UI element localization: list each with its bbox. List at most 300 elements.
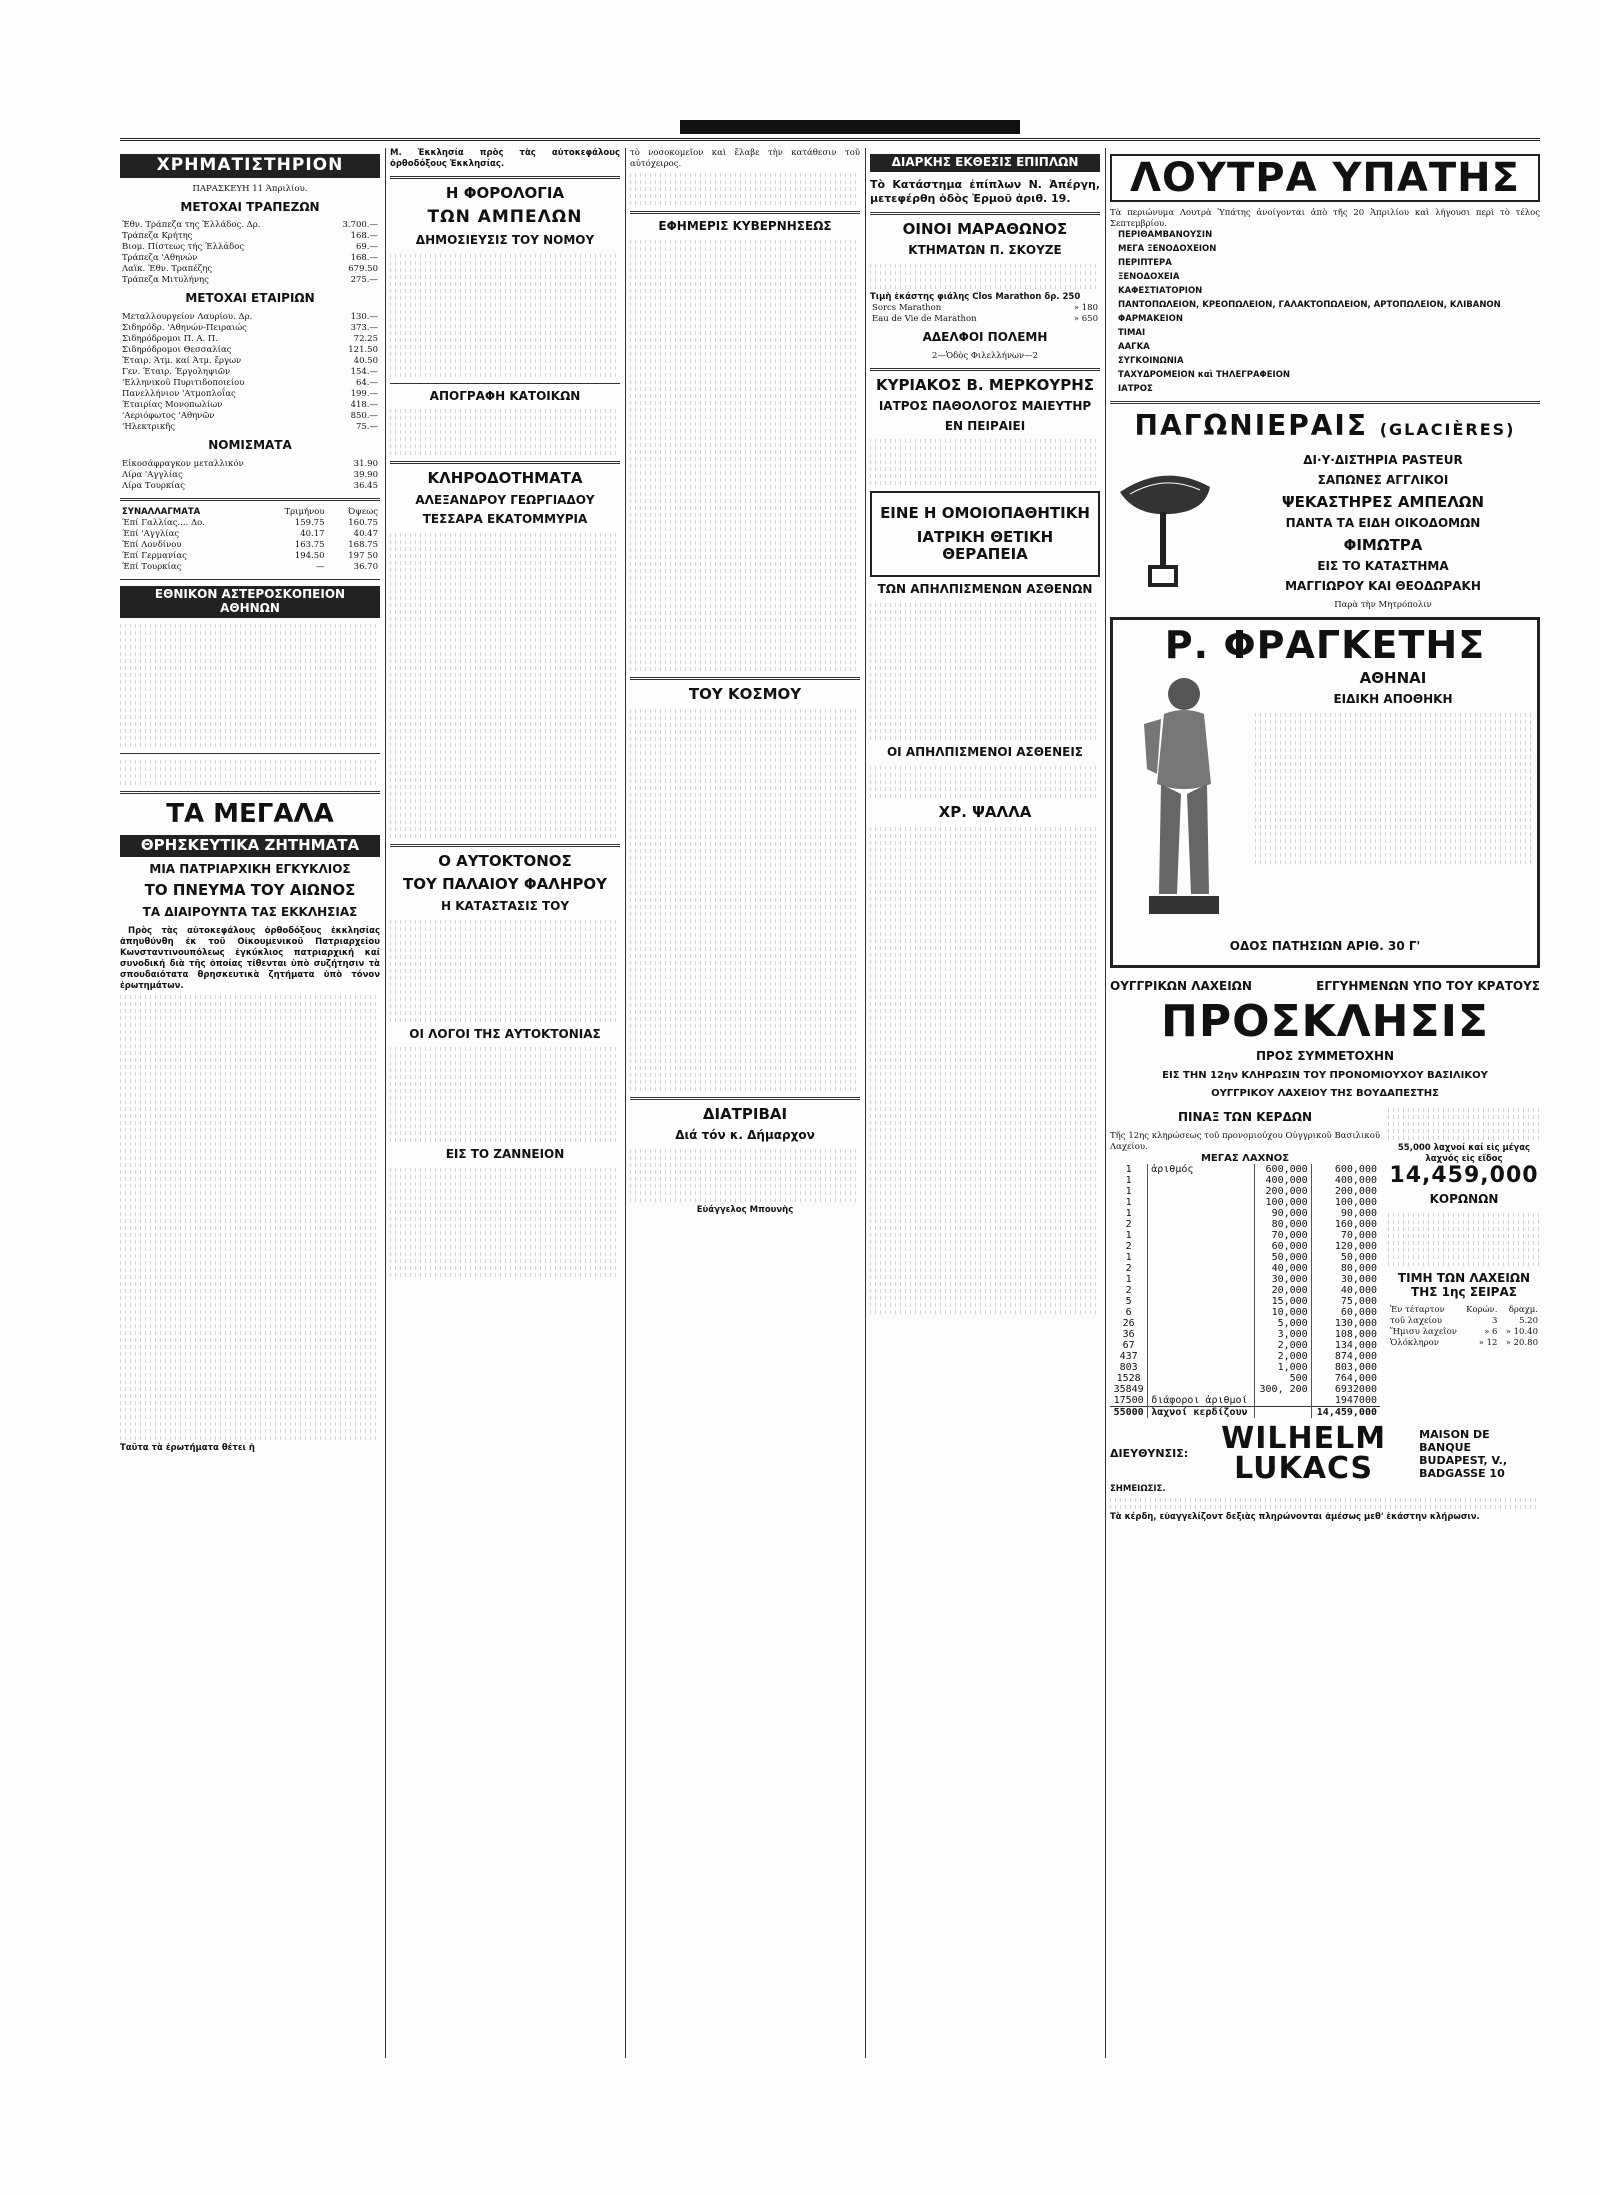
company-row [120,345,380,356]
prices-title: ΤΙΜΗ ΤΩΝ ΛΑΧΕΙΩΝ ΤΗΣ 1ης ΣΕΙΡΑΣ [1397,1270,1531,1299]
observatory-title: ΕΘΝΙΚΟΝ ΑΣΤΕΡΟΣΚΟΠΕΙΟΝ ΑΘΗΝΩΝ [120,586,380,618]
gazette-title: ΕΦΗΜΕΡΙΣ ΚΥΒΕΡΝΗΣΕΩΣ [658,219,832,233]
prize-row [1110,1208,1380,1219]
exchange-row-cell: 159.75 [294,517,325,528]
prize-row [1110,1164,1380,1175]
prize-table [1110,1153,1380,1418]
prize-row-cell: 1 [1125,1174,1132,1186]
price-row-cell: » 6 [1484,1327,1498,1338]
price-row-cell: Ὁλόκληρον [1390,1338,1439,1349]
bank-row-cell: Τράπεζα 'Αθηνών [122,253,198,264]
big-headline: ΤΑ ΜΕΓΑΛΑ [166,798,334,829]
bank-row [120,220,380,231]
prize-row-cell: 1 [1125,1229,1132,1241]
bank-row-cell: 69.— [355,242,378,253]
prize-row-cell: 108,000 [1311,1329,1380,1340]
prize-row-cell: 400,000 [1311,1175,1380,1186]
company-row-cell: 40.50 [353,356,378,367]
coin-row [120,459,380,470]
bank-row [120,242,380,253]
prize-row-cell [1148,1351,1255,1362]
prize-row-cell [1148,1373,1255,1384]
baths-item: ΞΕΝΟΔΟΧΕΙΑ [1118,272,1180,282]
prize-row-cell: 1 [1125,1251,1132,1263]
bequest-title-2: ΑΛΕΞΑΝΔΡΟΥ ΓΕΩΡΓΙΑΔΟΥ [415,492,595,507]
prize-row-cell: 35849 [1113,1383,1144,1395]
baths-item: ΠΑΝΤΟΠΩΛΕΙΟΝ, ΚΡΕΟΠΩΛΕΙΟΝ, ΓΑΛΑΚΤΟΠΩΛΕΙΟΝ, ΑΡΤΟΠΩΛΕΙΟΝ, ΚΛΙΒΑΝΟΝ [1118,300,1501,310]
soaps: ΣΑΠΩΝΕΣ ΑΓΓΛΙΚΟΙ [1317,472,1449,487]
prize-row [1110,1285,1380,1296]
prize-row-cell: διάφοροι ἀριθμοί [1148,1395,1255,1407]
banks-table [120,220,380,286]
price-row-cell: Ἥμισυ λαχεῖον [1390,1327,1457,1338]
pharmacy-name: Ρ. ΦΡΑΓΚΕΤΗΣ [1164,622,1486,667]
company-row-cell: Έταιρίας Μονοπωλίων [122,400,223,411]
company-row-cell: Γεν. Έταιρ. Έργοληψιῶν [122,367,231,378]
baths-item: ΤΙΜΑΙ [1118,328,1146,338]
pharmacy-city: ΑΘΗΝΑΙ [1359,668,1427,687]
census-title: ΑΠΟΓΡΑΦΗ ΚΑΤΟΙΚΩΝ [429,388,581,403]
prize-row-cell: 75,000 [1311,1296,1380,1307]
prize-row-cell [1148,1186,1255,1197]
banker-name: WILHELM LUKACS [1221,1420,1387,1486]
fimotra: ΦΙΜΩΤΡΑ [1343,535,1423,554]
company-row-cell: Σιδηρόδρομοι Θεσσαλίας [122,345,232,356]
company-row-cell: Πανελλήνιον 'Ατμοπλοΐας [122,389,236,400]
column-divider [1105,148,1106,2058]
invitation-sub: ΠΡΟΣ ΣΥΜΜΕΤΟΧΗΝ [1255,1049,1395,1064]
column-divider [625,148,626,2058]
exchange-row-cell: — [316,561,325,572]
company-row-cell: 130.— [350,312,378,323]
prize-row-cell [1148,1329,1255,1340]
prize-row-cell: 134,000 [1311,1340,1380,1351]
marathon-title: ΟΙΝΟΙ ΜΑΡΑΘΩΝΟΣ [902,219,1068,238]
prize-row-cell: 80,000 [1254,1219,1311,1230]
brothers: ΑΔΕΛΦΟΙ ΠΟΛΕΜΗ [922,329,1048,344]
banks-header: ΜΕΤΟΧΑΙ ΤΡΑΠΕΖΩΝ [180,199,320,214]
hungarian-lottery: ΟΥΓΓΡΙΚΩΝ ΛΑΧΕΙΩΝ [1110,979,1252,994]
prize-row-cell: 40,000 [1254,1263,1311,1274]
coin-row-cell: 31.90 [353,458,378,469]
prize-total-row [1110,1406,1380,1418]
baths-item: ΜΕΓΑ ΞΕΝΟΔΟΧΕΙΟΝ [1118,244,1217,254]
prize-row [1110,1329,1380,1340]
article-lead: Πρὸς τὰς αὐτοκεφάλους ὀρθοδόξους ἐκκλησίας ἀπηυθύνθη ἐκ τοῦ Οἰκουμενικοῦ Πατριαρχείου Κωνσταντινουπόλεως ἐγκύκλιος πατριαρχική καί συνοδική διὰ τῆς ὁποίας τίθενται ὑπὸ συζήτησιν τὰ σπουδαιότατα θρησκευτικὰ ζητήματα ὑπὸ τόνον ἐρωτημάτων. [120,925,380,991]
price-row [1388,1327,1540,1338]
banker-line-2: BUDAPEST, V., BADGASSE 10 [1419,1453,1508,1480]
doctor-place: ΕΝ ΠΕΙΡΑΙΕΙ [944,418,1026,433]
prize-row-cell: 1947000 [1311,1395,1380,1407]
pasteur: ΔΙ·Υ·ΔΙΣΤΗΡΙΑ PASTEUR [1303,453,1463,468]
bank-row-cell: 3.700.— [342,220,378,231]
prize-row-cell: 30,000 [1311,1274,1380,1285]
coins-header: ΝΟΜΙΣΜΑΤΑ [208,438,292,453]
prize-row-cell: 6 [1125,1306,1132,1318]
prize-row-cell: 10,000 [1254,1307,1311,1318]
prize-row-cell: 1,000 [1254,1362,1311,1373]
companies-header: ΜΕΤΟΧΑΙ ΕΤΑΙΡΙΩΝ [185,291,315,306]
prize-row-cell [1148,1263,1255,1274]
bank-row-cell: 275.— [350,275,378,286]
price-row-cell: » 12 [1478,1338,1498,1349]
glacieres-title [1110,410,1540,442]
baths-item: ΣΥΓΚΟΙΝΩΝΙΑ [1118,356,1184,366]
prize-row-cell: 5,000 [1254,1318,1311,1329]
bequest-title: ΚΛΗΡΟΔΟΤΗΜΑΤΑ [427,469,583,488]
shop: ΕΙΣ ΤΟ ΚΑΤΑΣΤΗΜΑ [1317,559,1449,574]
company-row-cell: Σιδηρόδρ. 'Αθηνών-Πειραιώς [122,323,247,334]
diatribai-subtitle: Διά τόν κ. Δήμαρχον [675,1128,815,1143]
prize-row-cell [1148,1307,1255,1318]
prize-row [1110,1340,1380,1351]
prize-total-cell [1254,1406,1311,1418]
baths-items [1110,230,1540,395]
closing-line: Ταῦτα τὰ ἐρωτήματα θέτει ἡ [120,1442,255,1453]
prize-row [1110,1241,1380,1252]
prize-head: ΜΕΓΑΣ ΛΑΧΝΟΣ [1200,1152,1290,1164]
company-row-cell: 154.— [350,367,378,378]
prize-row-cell: 1 [1125,1163,1132,1175]
exchange-row-cell: 40.47 [353,528,378,539]
prize-intro: Τῆς 12ης κληρώσεως τοῦ προνομιούχου Οὐγγρικοῦ Βασιλικοῦ Λαχείου. [1110,1130,1380,1152]
company-row-cell: 199.— [350,389,378,400]
prize-row [1110,1384,1380,1395]
prize-row-cell: 874,000 [1311,1351,1380,1362]
prize-row-cell [1148,1274,1255,1285]
bourse-title: ΧΡΗΜΑΤΙΣΤΗΡΙΟΝ [120,154,380,178]
baths-ad [1110,154,1540,202]
prize-row-cell: 300, 200 [1254,1384,1311,1395]
top-rule [120,138,1540,141]
prize-row-cell [1148,1197,1255,1208]
price-row-cell: » 10.40 [1505,1327,1538,1338]
column-2 [390,148,620,2058]
suicide-title-2: ΤΟΥ ΠΑΛΑΙΟΥ ΦΑΛΗΡΟΥ [403,875,607,894]
prize-table-title: ΠΙΝΑΞ ΤΩΝ ΚΕΡΔΩΝ [1177,1110,1313,1125]
prize-row-cell: 200,000 [1311,1186,1380,1197]
prize-row [1110,1296,1380,1307]
price-row [1388,1305,1540,1327]
prize-row [1110,1373,1380,1384]
carryover-line: Μ. Ἐκκλησία πρὸς τὰς αὐτοκεφάλους ὀρθοδόξους Ἐκκλησίας. [390,148,620,169]
prize-row-cell: 803,000 [1311,1362,1380,1373]
marathon-row [870,303,1100,314]
invitation-title: ΠΡΟΣΚΛΗΣΙΣ [1161,996,1489,1048]
prize-row-cell: ἀριθμός [1148,1164,1255,1175]
prize-row-cell: 67 [1122,1339,1135,1351]
prize-row [1110,1307,1380,1318]
homeopathy-subtitle-2: ΟΙ ΑΠΗΛΠΙΣΜΕΝΟΙ ΑΣΘΕΝΕΙΣ [886,745,1084,760]
prize-row-cell: 2 [1125,1284,1132,1296]
prize-row-cell: 2,000 [1254,1351,1311,1362]
coin-row-cell: Λίρα Τουρκίας [122,480,186,491]
prize-row-cell: 1 [1125,1196,1132,1208]
prize-row-cell: 80,000 [1311,1263,1380,1274]
price-row-cell: » 20.80 [1505,1338,1538,1349]
baths-item: ΦΑΡΜΑΚΕΙΟΝ [1118,314,1183,324]
prize-row-cell: 1 [1125,1185,1132,1197]
company-row-cell: 850.— [350,411,378,422]
prize-row [1110,1175,1380,1186]
prize-row-cell: 60,000 [1311,1307,1380,1318]
company-row-cell: 418.— [350,400,378,411]
suicide-reasons: ΟΙ ΛΟΓΟΙ ΤΗΣ ΑΥΤΟΚΤΟΝΙΑΣ [409,1026,601,1041]
exchange-row-cell: Έπί 'Αγγλίας [122,528,180,539]
coin-row [120,481,380,492]
banker-line-1: MAISON DE BANQUE [1419,1427,1490,1454]
company-row [120,312,380,323]
price-row [1388,1338,1540,1349]
diatribai-title: ΔΙΑΤΡΙΒΑΙ [702,1105,788,1124]
prize-row-cell [1148,1285,1255,1296]
company-row-cell: Σιδηρόδρομοι Π. Α. Π. [122,334,219,345]
prize-row-cell: 50,000 [1311,1252,1380,1263]
state-guaranteed: ΕΓΓΥΗΜΕΝΩΝ ΥΠΟ ΤΟΥ ΚΡΑΤΟΥΣ [1316,979,1540,994]
doctor-name: ΚΥΡΙΑΚΟΣ Β. ΜΕΡΚΟΥΡΗΣ [875,375,1095,394]
pharmacy-sub: ΕΙΔΙΚΗ ΑΠΟΘΗΚΗ [1333,691,1453,706]
brothers-address: 2—Ὁδὸς Φιλελλήνων—2 [931,350,1039,361]
prize-row-cell: 3,000 [1254,1329,1311,1340]
prize-row-cell: 17500 [1113,1394,1144,1406]
prize-row-cell: 2 [1125,1262,1132,1274]
prize-row-cell: 764,000 [1311,1373,1380,1384]
prize-row-cell: 60,000 [1254,1241,1311,1252]
masthead-bar [680,120,1020,134]
bank-row-cell: Λαϊκ. Έθν. Τραπέζης [122,264,213,275]
furniture-title: ΔΙΑΡΚΗΣ ΕΚΘΕΣΙΣ ΕΠΙΠΛΩΝ [870,154,1100,172]
price-row-cell: Κορών. 3 [1466,1305,1498,1327]
carryover-line: τὸ νοσοκομεῖον καὶ ἔλαβε τὴν κατάθεσιν τοῦ αὐτόχειρος. [630,148,860,169]
sprayers: ΨΕΚΑΣΤΗΡΕΣ ΑΜΠΕΛΩΝ [1281,492,1485,511]
prize-row-cell: 2 [1125,1218,1132,1230]
prize-row-cell: 130,000 [1311,1318,1380,1329]
company-row-cell: 64.— [355,378,378,389]
exchange-row [120,529,380,540]
prize-total-cell: 55000 [1110,1406,1148,1418]
coin-row [120,470,380,481]
invitation-sub-2: ΕΙΣ ΤΗΝ 12ην ΚΛΗΡΩΣΙΝ ΤΟΥ ΠΡΟΝΟΜΙΟΥΧΟΥ ΒΑΣΙΛΙΚΟΥ [1162,1070,1488,1082]
company-row [120,356,380,367]
shop-address: Παρὰ τὴν Μητρόπολιν [1334,599,1432,610]
company-row [120,389,380,400]
prize-row [1110,1197,1380,1208]
prize-row-cell [1148,1208,1255,1219]
marathon-row-cell: » 650 [1073,313,1098,324]
exchange-row [120,562,380,573]
prize-row-cell: 200,000 [1254,1186,1311,1197]
note-label: ΣΗΜΕΙΩΣΙΣ. [1110,1483,1166,1494]
prize-row-cell: 70,000 [1254,1230,1311,1241]
exchange-row [120,518,380,529]
shop-name: ΜΑΓΓΙΩΡΟΥ ΚΑΙ ΘΕΟΔΩΡΑΚΗ [1285,578,1481,593]
sub-headline-3: ΤΟ ΠΝΕΥΜΑ ΤΟΥ ΑΙΩΝΟΣ [144,881,356,900]
baths-lead: Τὰ περιώνυμα Λουτρὰ Ὑπάτης ἀνοίγονται ἀπὸ τῆς 20 Ἀπριλίου καὶ λήγουσι περὶ τὸ τέλος Σεπτεμβρίου. [1110,208,1540,229]
prize-row-cell: 70,000 [1311,1230,1380,1241]
address-label: ΔΙΕΥΘΥΝΣΙΣ: [1110,1447,1189,1461]
bank-row-cell: 679.50 [348,264,378,275]
exchange-header: ΣΥΝΑΛΛΑΓΜΑΤΑ [122,506,201,517]
prize-row-cell: 500 [1254,1373,1311,1384]
prize-row-cell [1148,1175,1255,1186]
company-row-cell: 'Ηλεκτρικῆς [122,422,176,433]
exchange-row [120,540,380,551]
prize-row-cell: 160,000 [1311,1219,1380,1230]
homeopathy-subtitle: ΤΩΝ ΑΠΗΛΠΙΣΜΕΝΩΝ ΑΣΘΕΝΩΝ [877,582,1093,597]
prize-row-cell [1148,1219,1255,1230]
prize-row-cell: 437 [1119,1350,1138,1362]
exchange-row-cell: 197 50 [348,550,378,561]
marathon-row-cell: Sorcs Marathon [872,302,942,313]
prices-table [1388,1305,1540,1349]
company-row [120,422,380,433]
prize-row-cell: 100,000 [1254,1197,1311,1208]
bank-row-cell: Τράπεζα Κρήτης [122,231,193,242]
bank-row-cell: Τράπεζα Μιτυλήνης [122,275,209,286]
tax-subtitle: ΔΗΜΟΣΙΕΥΣΙΣ ΤΟΥ ΝΟΜΟΥ [415,232,595,247]
prize-row-cell [1254,1395,1311,1407]
prize-row-cell: 2 [1125,1240,1132,1252]
invitation-sub-3: ΟΥΓΓΡΙΚΟΥ ΛΑΧΕΙΟΥ ΤΗΣ ΒΟΥΔΑΠΕΣΤΗΣ [1211,1087,1439,1099]
prize-row [1110,1186,1380,1197]
prize-row-cell: 36 [1122,1328,1135,1340]
prize-row [1110,1362,1380,1373]
prize-row-cell: 803 [1119,1361,1138,1373]
prize-row-cell: 1528 [1116,1372,1141,1384]
company-row [120,400,380,411]
company-row-cell: 75.— [355,422,378,433]
bank-row-cell: Έθν. Τράπεζα της Έλλάδος. Δρ. [122,220,261,231]
tax-title: Η ΦΟΡΟΛΟΓΙΑ [445,184,565,202]
marathon-subtitle: ΚΤΗΜΑΤΩΝ Π. ΣΚΟΥΖΕ [908,243,1062,258]
exchange-row-cell: 163.75 [294,539,325,550]
company-row-cell: 373.— [350,323,378,334]
sub-headline-2: ΜΙΑ ΠΑΤΡΙΑΡΧΙΚΗ ΕΓΚΥΚΛΙΟΣ [149,861,351,876]
newspaper-page [120,130,1540,2070]
prize-row [1110,1318,1380,1329]
prize-row-cell [1148,1241,1255,1252]
exchange-row-cell: 168.75 [348,539,378,550]
marathon-row [870,314,1100,325]
company-row-cell: 'Ελληνικοῦ Πυριτιδοποιείου [122,378,245,389]
baths-item: ΠΕΡΙΘΑΜΒΑΝΟΥΣΙΝ [1118,230,1213,240]
column-divider [865,148,866,2058]
price-row-cell: δραχμ. 5.20 [1508,1305,1538,1327]
tax-title-2: ΤΩΝ ΑΜΠΕΛΩΝ [427,207,583,228]
prize-row-cell [1148,1362,1255,1373]
observatory-text [120,624,380,747]
exchange-row-cell: 160.75 [348,517,378,528]
prize-row-cell: 100,000 [1311,1197,1380,1208]
prize-right-1: 55,000 λαχνοί καί εἰς μέγας λαχνός εἰς εἴδος [1397,1143,1531,1165]
company-row [120,378,380,389]
prize-row-cell: 2,000 [1254,1340,1311,1351]
coin-row-cell: Εἰκοσάφραγκον μεταλλικόν [122,458,244,469]
company-row [120,367,380,378]
suicide-title: Ο ΑΥΤΟΚΤΟΝΟΣ [438,852,572,871]
company-row-cell: Έταιρ. Άτμ. καί Άτμ. ἔργων [122,356,242,367]
column-3 [630,148,860,2058]
bank-row [120,253,380,264]
exchange-row [120,551,380,562]
exchange-col-1: Τριμήνου [284,506,325,517]
column-4 [870,148,1100,2058]
final-line: Τὰ κέρδη, εὐαγγελίζοντ δεξιὰς πληρώνονται ἀμέσως μεθ' ἑκάστην κλήρωσιν. [1110,1511,1480,1522]
company-row-cell: 'Αεριόφωτος 'Αθηνῶν [122,411,215,422]
sub-headline: ΘΡΗΣΚΕΥΤΙΚΑ ΖΗΤΗΜΑΤΑ [120,835,380,856]
prize-row [1110,1230,1380,1241]
prize-row-cell: 50,000 [1254,1252,1311,1263]
baths-item: ΙΑΤΡΟΣ [1118,384,1153,394]
bank-row-cell: 168.— [350,231,378,242]
doctor-title: ΙΑΤΡΟΣ ΠΑΘΟΛΟΓΟΣ ΜΑΙΕΥΤΗΡ [878,398,1092,413]
prize-row-cell: 90,000 [1311,1208,1380,1219]
world-title: ΤΟΥ ΚΟΣΜΟΥ [688,684,802,703]
marathon-row-cell: Eau de Vie de Marathon [872,313,977,324]
baths-item: ΑΑΓΚΑ [1118,342,1150,352]
prize-row-cell: 15,000 [1254,1296,1311,1307]
exchange-row-cell: Έπί Λονδίνου [122,539,182,550]
coin-row-cell: 39.90 [353,469,378,480]
baths-item: ΠΕΡΙΠΤΕΡΑ [1118,258,1172,268]
prize-row-cell: 20,000 [1254,1285,1311,1296]
prize-row-cell: 6932000 [1311,1384,1380,1395]
baths-title: ΛΟΥΤΡΑ ΥΠΑΤΗΣ [1130,155,1520,201]
bank-row [120,264,380,275]
bank-row [120,231,380,242]
prize-row-cell: 400,000 [1254,1175,1311,1186]
homeopathy-title-2: ΙΑΤΡΙΚΗ ΘΕΤΙΚΗ ΘΕΡΑΠΕΙΑ [916,527,1054,563]
pharmacy-address: ΟΔΟΣ ΠΑΤΗΣΙΩΝ ΑΡΙΘ. 30 Γ' [1229,938,1421,953]
sub-headline-4: ΤΑ ΔΙΑΙΡΟΥΝΤΑ ΤΑΣ ΕΚΚΛΗΣΙΑΣ [142,904,358,919]
glacieres-fr: (GLACIÈRES) [1379,420,1516,439]
zanneion-title: ΕΙΣ ΤΟ ΖΑΝΝΕΙΟΝ [445,1147,565,1162]
prize-row-cell: 1 [1125,1207,1132,1219]
prize-row-cell: 1 [1125,1273,1132,1285]
companies-table [120,312,380,433]
baths-item: ΚΑΦΕΣΤΙΑΤΟΡΙΟΝ [1118,286,1203,296]
homeopathy-ad [870,491,1100,577]
exchange-row-cell: 40.17 [300,528,325,539]
glacieres-gr: ΠΑΓΩΝΙΕΡΑΙΣ [1134,409,1368,442]
prize-row-cell: 30,000 [1254,1274,1311,1285]
coins-table [120,459,380,492]
marathon-row-cell: » 180 [1073,302,1098,313]
prize-row [1110,1263,1380,1274]
marathon-price: Τιμὴ ἑκάστης φιάλης Clos Marathon δρ. 250 [870,291,1081,302]
homeopathy-title: ΕΙΝΕ Η ΟΜΟΙΟΠΑΘΗΤΙΚΗ [880,504,1090,523]
prize-row [1110,1274,1380,1285]
prize-row-cell: 40,000 [1311,1285,1380,1296]
prize-row-cell [1148,1318,1255,1329]
exchange-row-cell: 194.50 [294,550,325,561]
price-row-cell: Ἐν τέταρτον τοῦ λαχείου [1390,1305,1445,1327]
coin-row-cell: Λίρα 'Αγγλίας [122,469,183,480]
company-row [120,334,380,345]
statue-illustration [1119,664,1249,934]
exchange-row-cell: Έπί Γαλλίας.... Δο. [122,517,205,528]
prize-right-3: ΚΟΡΩΝΩΝ [1429,1192,1499,1207]
pharmacy-ad [1110,617,1540,969]
suicide-subtitle: Η ΚΑΤΑΣΤΑΣΙΣ ΤΟΥ [440,898,570,913]
prize-row [1110,1351,1380,1362]
exchange-row-cell: 36.70 [353,561,378,572]
prize-total-cell: λαχνοί κερδίζουν [1148,1406,1255,1418]
bank-row-cell: 168.— [350,253,378,264]
column-1 [120,148,380,2058]
prize-row-cell [1148,1230,1255,1241]
furniture-body: Τὸ Κατάστημα ἐπίπλων Ν. Ἀπέργη, μετεφέρθη ὁδὸς Ἑρμοῦ ἀριθ. 19. [870,177,1100,205]
